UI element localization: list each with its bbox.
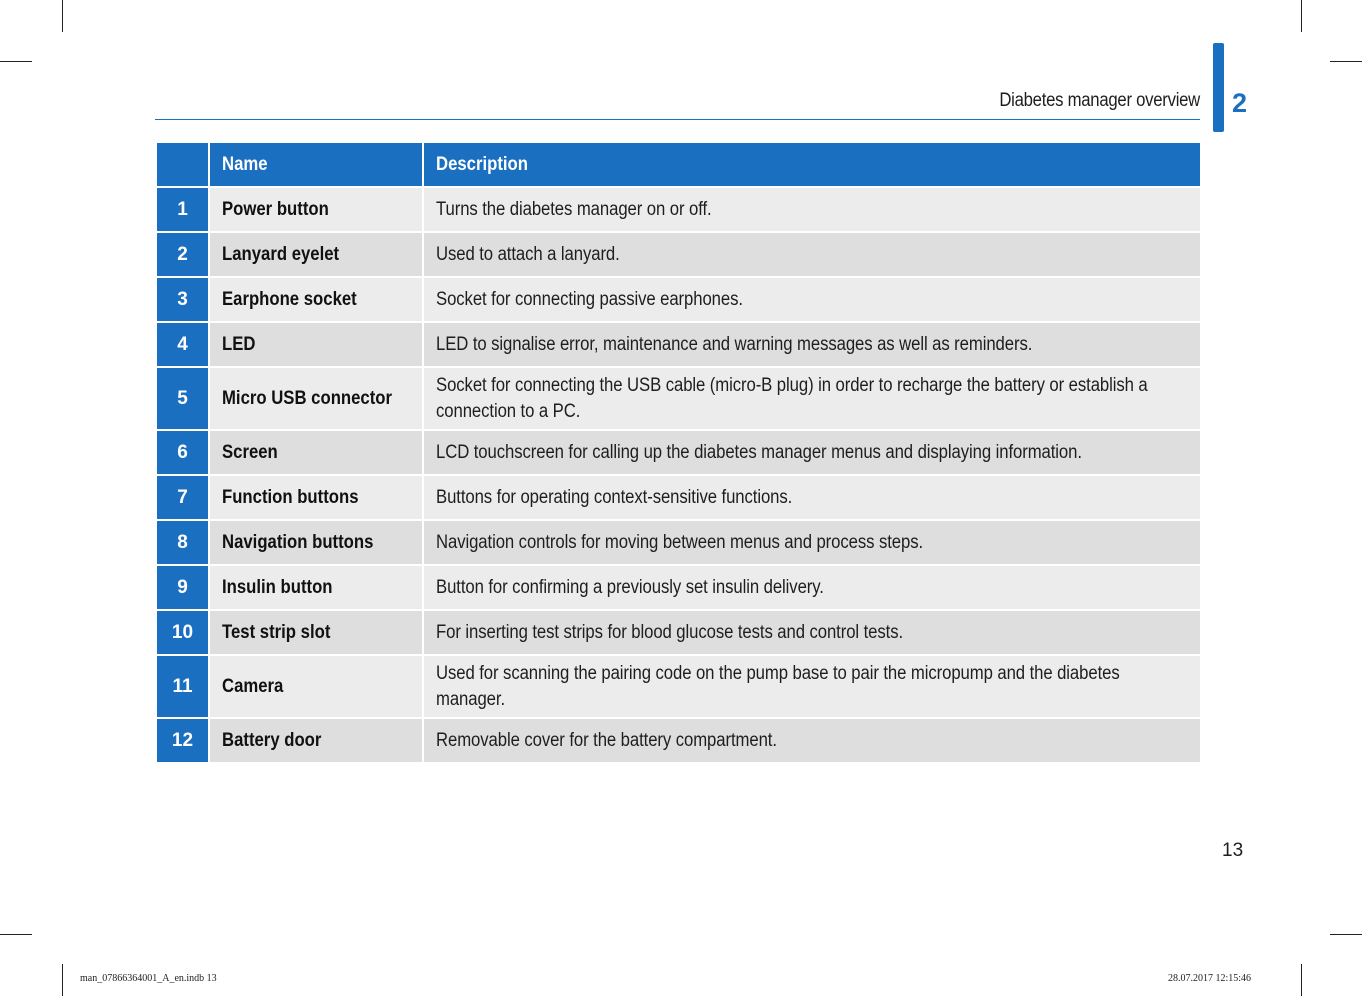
crop-mark-left-bottom bbox=[0, 934, 32, 935]
column-header-name: Name bbox=[209, 142, 423, 187]
header-rule bbox=[155, 119, 1200, 120]
part-description: Socket for connecting the USB cable (micro-B plug) in order to recharge the battery or establish a connection to a PC. bbox=[423, 367, 1201, 430]
part-name: Power button bbox=[209, 187, 423, 232]
row-number: 3 bbox=[156, 277, 209, 322]
crop-mark-top-right bbox=[1301, 0, 1302, 32]
row-number: 5 bbox=[156, 367, 209, 430]
file-slug: man_07866364001_A_en.indb 13 bbox=[80, 973, 217, 984]
table-row bbox=[156, 610, 1201, 655]
crop-mark-right-bottom bbox=[1330, 934, 1362, 935]
table-row bbox=[156, 187, 1201, 232]
row-number: 12 bbox=[156, 718, 209, 763]
part-name: LED bbox=[209, 322, 423, 367]
part-name: Battery door bbox=[209, 718, 423, 763]
row-number: 2 bbox=[156, 232, 209, 277]
page-number: 13 bbox=[1222, 840, 1244, 861]
section-title: Diabetes manager overview bbox=[999, 90, 1200, 111]
part-description: Removable cover for the battery compartment. bbox=[423, 718, 1201, 763]
parts-table bbox=[155, 141, 1202, 764]
part-description: Used to attach a lanyard. bbox=[423, 232, 1201, 277]
crop-mark-bottom-right bbox=[1301, 964, 1302, 996]
column-header-number bbox=[156, 142, 209, 187]
row-number: 11 bbox=[156, 655, 209, 718]
table-row bbox=[156, 475, 1201, 520]
table-header-row bbox=[156, 142, 1201, 187]
part-description: LCD touchscreen for calling up the diabetes manager menus and displaying information. bbox=[423, 430, 1201, 475]
part-description: Navigation controls for moving between menus and process steps. bbox=[423, 520, 1201, 565]
table-row bbox=[156, 655, 1201, 718]
table-row bbox=[156, 430, 1201, 475]
chapter-number: 2 bbox=[1232, 88, 1248, 118]
part-name: Navigation buttons bbox=[209, 520, 423, 565]
row-number: 9 bbox=[156, 565, 209, 610]
crop-mark-bottom-left bbox=[62, 964, 63, 996]
part-description: Turns the diabetes manager on or off. bbox=[423, 187, 1201, 232]
part-name: Insulin button bbox=[209, 565, 423, 610]
print-timestamp: 28.07.2017 12:15:46 bbox=[1168, 973, 1252, 984]
part-name: Function buttons bbox=[209, 475, 423, 520]
chapter-tab bbox=[1213, 43, 1224, 132]
part-description: Used for scanning the pairing code on the pump base to pair the micropump and the diabetes manager. bbox=[423, 655, 1201, 718]
row-number: 1 bbox=[156, 187, 209, 232]
part-description: Button for confirming a previously set insulin delivery. bbox=[423, 565, 1201, 610]
crop-mark-top-left bbox=[62, 0, 63, 32]
row-number: 4 bbox=[156, 322, 209, 367]
table-row bbox=[156, 520, 1201, 565]
part-description: Socket for connecting passive earphones. bbox=[423, 277, 1201, 322]
part-description: LED to signalise error, maintenance and warning messages as well as reminders. bbox=[423, 322, 1201, 367]
crop-mark-right-top bbox=[1330, 61, 1362, 62]
row-number: 6 bbox=[156, 430, 209, 475]
table-row bbox=[156, 565, 1201, 610]
table-row bbox=[156, 718, 1201, 763]
part-name: Earphone socket bbox=[209, 277, 423, 322]
part-name: Screen bbox=[209, 430, 423, 475]
table-row bbox=[156, 367, 1201, 430]
part-name: Lanyard eyelet bbox=[209, 232, 423, 277]
table-row bbox=[156, 277, 1201, 322]
row-number: 7 bbox=[156, 475, 209, 520]
row-number: 8 bbox=[156, 520, 209, 565]
column-header-description: Description bbox=[423, 142, 1201, 187]
crop-mark-left-top bbox=[0, 61, 32, 62]
table-row bbox=[156, 232, 1201, 277]
table-row bbox=[156, 322, 1201, 367]
row-number: 10 bbox=[156, 610, 209, 655]
part-name: Micro USB connector bbox=[209, 367, 423, 430]
part-description: For inserting test strips for blood glucose tests and control tests. bbox=[423, 610, 1201, 655]
part-name: Camera bbox=[209, 655, 423, 718]
part-name: Test strip slot bbox=[209, 610, 423, 655]
part-description: Buttons for operating context-sensitive functions. bbox=[423, 475, 1201, 520]
